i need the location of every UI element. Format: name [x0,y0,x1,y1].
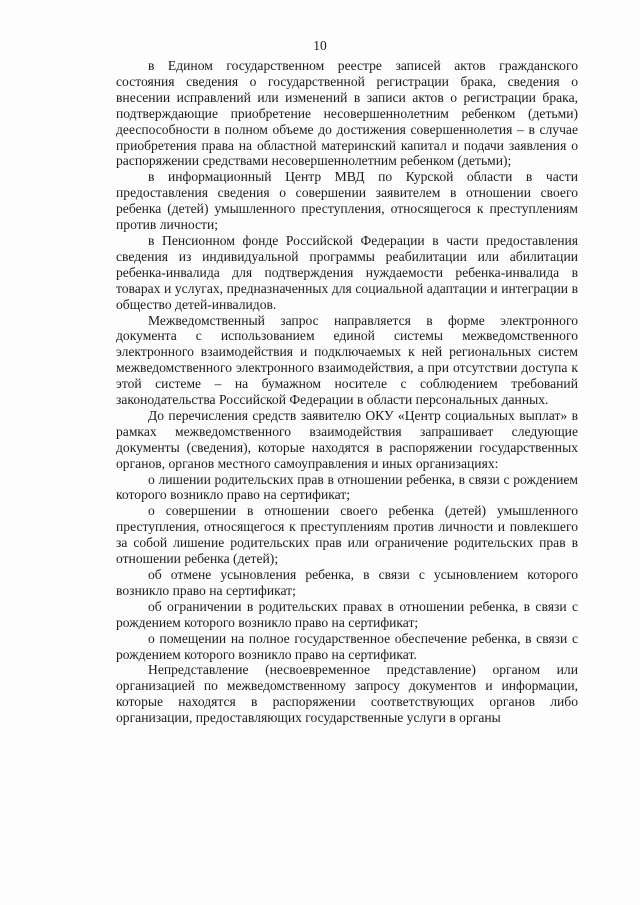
list-item-state-support: о помещении на полное государственное обеспечение ребенка, в связи с рождением которого возникло право на сертификат. [116,630,578,662]
paragraph-interagency-request: Межведомственный запрос направляется в форме электронного документа с использованием единой системы межведомственного электронного взаимодействия и подключаемых к ней региональных систем межведомственного электронного взаимодействия, а при отсутствии доступа к этой системе – на бумажном носителе с соблюдением требований законодательства Российской Федерации в области персональных данных. [116,312,578,408]
page-number: 10 [313,38,327,53]
list-item-restriction-of-rights: об ограничении в родительских правах в отношении ребенка, в связи с рождением которого возникло право на сертификат; [116,598,578,630]
list-item-deprivation-of-rights: о лишении родительских прав в отношении ребенка, в связи с рождением которого возникло право на сертификат; [116,471,578,503]
document-body [116,58,578,726]
paragraph-payment-center-requests: До перечисления средств заявителю ОКУ «Центр социальных выплат» в рамках межведомственного взаимодействия запрашивает следующие документы (сведения), которые находятся в распоряжении государственных органов, органов местного самоуправления и иных организациях: [116,407,578,471]
paragraph-pension-fund: в Пенсионном фонде Российской Федерации в части предоставления сведения из индивидуальной программы реабилитации или абилитации ребенка-инвалида для подтверждения нуждаемости ребенка-инвалида в товарах и услугах, предназначенных для социальной адаптации и интеграции в общество детей-инвалидов. [116,232,578,312]
paragraph-civil-registry: в Едином государственном реестре записей актов гражданского состояния сведения о государственной регистрации брака, сведения о внесении исправлений или изменений в записи актов о регистрации брака, подтверждающие приобретение несовершеннолетним ребенком (детьми) дееспособности в полном объеме до достижения совершеннолетия – в случае приобретения права на областной материнский капитал и подачи заявления о распоряжении средствами несовершеннолетним ребенком (детьми); [116,58,578,169]
paragraph-mvd-info-center: в информационный Центр МВД по Курской области в части предоставления сведения о совершении заявителем в отношении своего ребенка (детей) умышленного преступления, относящегося к преступлениям против личности; [116,169,578,233]
list-item-adoption-cancellation: об отмене усыновления ребенка, в связи с усыновлением которого возникло право на сертификат; [116,567,578,598]
paragraph-non-submission: Непредставление (несвоевременное представление) органом или организацией по межведомственному запросу документов и информации, которые находятся в распоряжении соответствующих органов либо организации, предоставляющих государственные услуги в органы [116,662,578,726]
list-item-crime-against-child: о совершении в отношении своего ребенка (детей) умышленного преступления, относящегося к преступлениям против личности и повлекшего за собой лишение родительских прав или ограничение родительских прав в отношении ребенка (детей); [116,503,578,567]
